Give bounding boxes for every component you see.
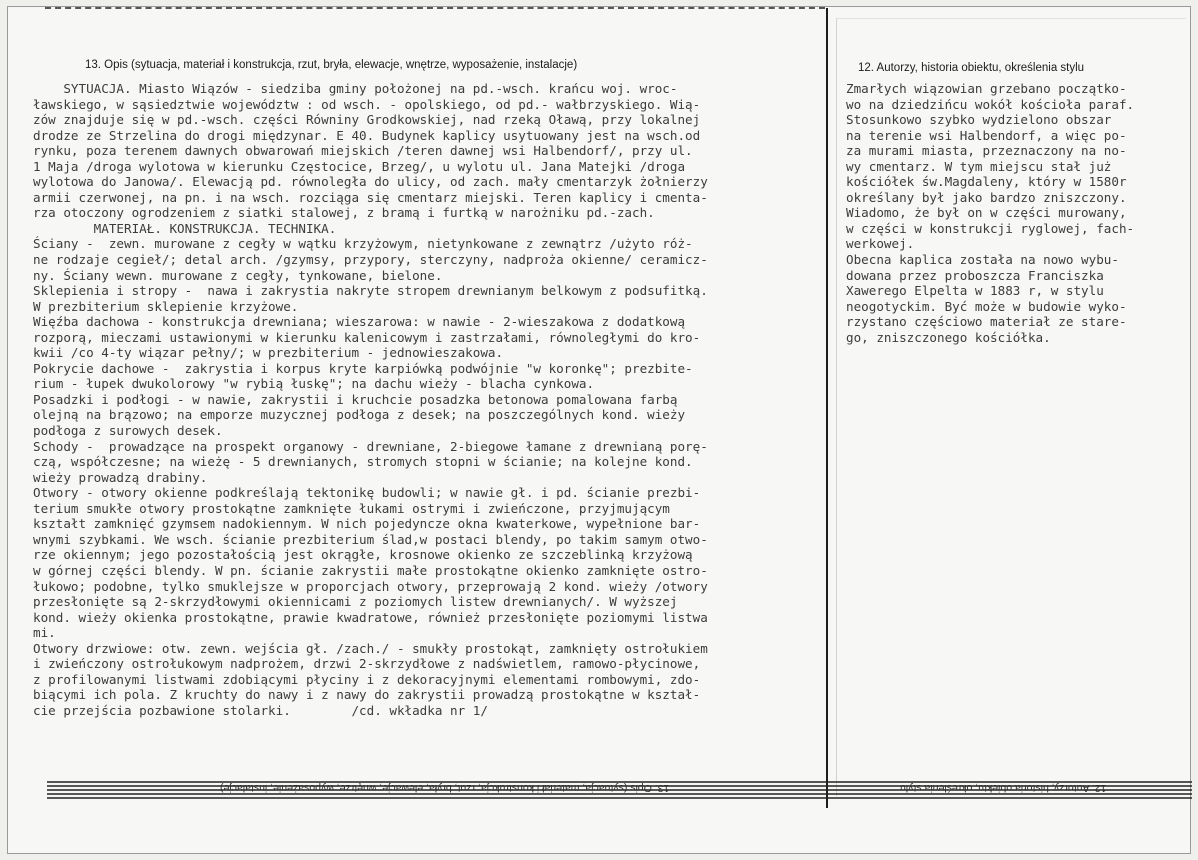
description-line: 1 Maja /droga wylotowa w kierunku Częstocice, Brzeg/, u wylotu ul. Jana Matejki /droga xyxy=(33,158,686,174)
description-line: podłoga z surowych desek. xyxy=(33,423,223,439)
mirrored-header-12: 12. Autorzy, historia obiektu, określenia stylu xyxy=(900,782,1107,794)
description-line: Otwory drzwiowe: otw. zewn. wejścia gł. /zach./ - smukły prostokąt, zamknięty ostrołukiem xyxy=(33,640,708,656)
description-line: terium smukłe otwory prostokątne zamknięte łukami ostrymi i zwieńczone, przyjmującym xyxy=(33,500,670,516)
description-line: rze okiennym; jego pozostałością jest okrągłe, krosnowe okienko ze szczeblinką krzyżową xyxy=(33,547,693,563)
description-line: łukowo; podobne, tylko smuklejsze w proporcjach otwory, przeprowają 2 kond. wieży /otwory xyxy=(33,578,708,594)
history-line: go, zniszczonego kościółka. xyxy=(846,329,1051,345)
description-line: Schody - prowadzące na prospekt organowy - drewniane, 2-biegowe łamane z drewnianą porę- xyxy=(33,438,708,454)
description-line: Więźba dachowa - konstrukcja drewniana; wieszarowa: w nawie - 2-wieszakowa z dodatkową xyxy=(33,314,686,330)
description-line: z profilowanymi listwami zdobiącymi płyciny i z dekoracyjnymi elementami rombowymi, zdo- xyxy=(33,671,701,687)
description-line: kształt zamknięć gzymsem nadokiennym. W nich pojedyncze okna kwaterkowe, wypełnione bar- xyxy=(33,516,701,532)
description-line: Posadzki i podłogi - w nawie, zakrystii i kruchcie posadzka betonowa pomalowana farbą xyxy=(33,391,678,407)
description-line: ne rodzaje cegieł/; detal arch. /gzymsy, przypory, sterczyny, nadproża okienne/ ceramicz- xyxy=(33,252,708,268)
description-line: ławskiego, w sąsiedztwie województw : od wsch. - opolskiego, od pd.- wałbrzyskiego. Wią- xyxy=(33,96,701,112)
history-line: Xawerego Elpelta w 1883 r, w stylu xyxy=(846,283,1104,299)
history-line: kościółek św.Magdaleny, który w 1580r xyxy=(846,174,1127,190)
description-line: przesłonięte są 2-skrzydłowymi okiennicami z poziomych listew drewnianych/. W wyższej xyxy=(33,594,678,610)
description-line: cie przejścia pozbawione stolarki. /cd. wkładka nr 1/ xyxy=(33,702,488,718)
description-line: kond. wieży okienka prostokątne, prawie kwadratowe, również przesłonięte poziomymi listwa xyxy=(33,609,708,625)
description-line: wnymi szybkami. We wsch. ścianie prezbiterium ślad,w postaci blendy, po takim samym otwo- xyxy=(33,531,708,547)
description-line: biącymi ich pola. Z kruchty do nawy i z nawy do zakrystii prowadzą prostokątne w kształ- xyxy=(33,687,701,703)
description-line: W prezbiterium sklepienie krzyżowe. xyxy=(33,298,299,314)
history-line: wo na dziedzińcu wokół kościoła paraf. xyxy=(846,96,1135,112)
history-line: dowana przez proboszcza Franciszka xyxy=(846,267,1104,283)
top-perforation xyxy=(45,7,825,9)
description-line: armii czerwonej, na pn. i na wsch. rozciąga się cmentarz miejski. Teren kaplicy i cmenta- xyxy=(33,189,708,205)
history-line: Obecna kaplica została na nowo wybu- xyxy=(846,252,1119,268)
description-line: drodze ze Strzelina do drogi międzynar. E 40. Budynek kaplicy usytuowany jest na wsch.od xyxy=(33,127,701,143)
description-line: rza otoczony ogrodzeniem z siatki stalowej, z bramą i furtką w narożniku pd.-zach. xyxy=(33,205,655,221)
history-line: Stosunkowo szybko wydzielono obszar xyxy=(846,112,1112,128)
description-line: czą, współczesne; na wieżę - 5 drewnianych, stromych stopni w ścianie; na kolejne kond. xyxy=(33,454,693,470)
section-12-header: 12. Autorzy, historia obiektu, określenia stylu xyxy=(858,62,1085,74)
description-line: wylotowa do Janowa/. Elewacją pd. równoległa do ulicy, od zach. mały cmentarzyk żołnierzy xyxy=(33,174,708,190)
description-line: Pokrycie dachowe - zakrystia i korpus kryte karpiówką podwójnie "w koronkę"; prezbite- xyxy=(33,360,693,376)
description-text xyxy=(33,81,828,718)
description-line: SYTUACJA. Miasto Wiązów - siedziba gminy położonej na pd.-wsch. krańcu woj. wroc- xyxy=(33,81,678,96)
history-line: za murami miasta, przeznaczony na no- xyxy=(846,143,1127,159)
description-line: mi. xyxy=(33,625,56,641)
history-line: na terenie wsi Halbendorf, a więc po- xyxy=(846,127,1127,143)
history-line: wy cmentarz. W tym miejscu stał już xyxy=(846,158,1112,174)
history-line: rzystano częściowo materiał ze stare- xyxy=(846,314,1127,330)
description-line: w górnej części blendy. W pn. ścianie zakrystii małe prostokątne okienko zamknięte ostro- xyxy=(33,562,708,578)
description-line: Sklepienia i stropy - nawa i zakrystia nakryte stropem drewnianym belkowym z podsufitką. xyxy=(33,283,708,299)
mirrored-header-13: 13. Opis (sytuacja, materiał i konstrukcja, rzut, bryła, elewacje, wnętrze, wyposażenie, instalacje) xyxy=(220,782,670,794)
history-line: Wiadomo, że był on w części murowany, xyxy=(846,205,1127,221)
description-line: MATERIAŁ. KONSTRUKCJA. TECHNIKA. xyxy=(33,220,337,236)
description-line: i zwieńczony ostrołukowym nadprożem, drzwi 2-skrzydłowe z nadświetlem, ramowo-płycinowe, xyxy=(33,656,701,672)
description-line: zów znajduje się w pd.-wsch. części Równiny Grodkowskiej, nad rzeką Oławą, przy lokalnej xyxy=(33,112,701,128)
history-line: werkowej. xyxy=(846,236,915,252)
description-line: rozporą, mieczami ustawionymi w kierunku kalenicowym i zastrzałami, równoległymi do kro- xyxy=(33,329,701,345)
description-line: rium - łupek dwukolorowy "w rybią łuskę"; na dachu wieży - blacha cynkowa. xyxy=(33,376,595,392)
history-line: neogotyckim. Być może w budowie wyko- xyxy=(846,298,1127,314)
history-text xyxy=(846,81,1186,345)
description-line: Ściany - zewn. murowane z cegły w wątku krzyżowym, nietynkowane z zewnątrz /użyto róż- xyxy=(33,236,693,252)
section-13-header: 13. Opis (sytuacja, materiał i konstrukcja, rzut, bryła, elewacje, wnętrze, wyposażenie, instalacje) xyxy=(85,59,578,71)
description-line: wieży prowadzą drabiny. xyxy=(33,469,208,485)
description-line: olejną na brązowo; na emporze muzycznej podłoga z desek; na poszczególnych kond. wieży xyxy=(33,407,686,423)
description-line: Otwory - otwory okienne podkreślają tektonikę budowli; w nawie gł. i pd. ścianie prezbi- xyxy=(33,485,701,501)
description-line: rynku, poza terenem dawnych obwarowań miejskich /teren dawnej wsi Halbendorf/, przy ul. xyxy=(33,143,693,159)
history-line: Zmarłych wiązowian grzebano początko- xyxy=(846,81,1127,96)
description-line: kwii /co 4-ty wiązar pełny/; w prezbiterium - jednowieszakowa. xyxy=(33,345,504,361)
history-line: określany był jako bardzo zniszczony. xyxy=(846,189,1127,205)
description-line: ny. Ściany wewn. murowane z cegły, tynkowane, bielone. xyxy=(33,267,443,283)
history-line: w części w konstrukcji ryglowej, fach- xyxy=(846,220,1135,236)
